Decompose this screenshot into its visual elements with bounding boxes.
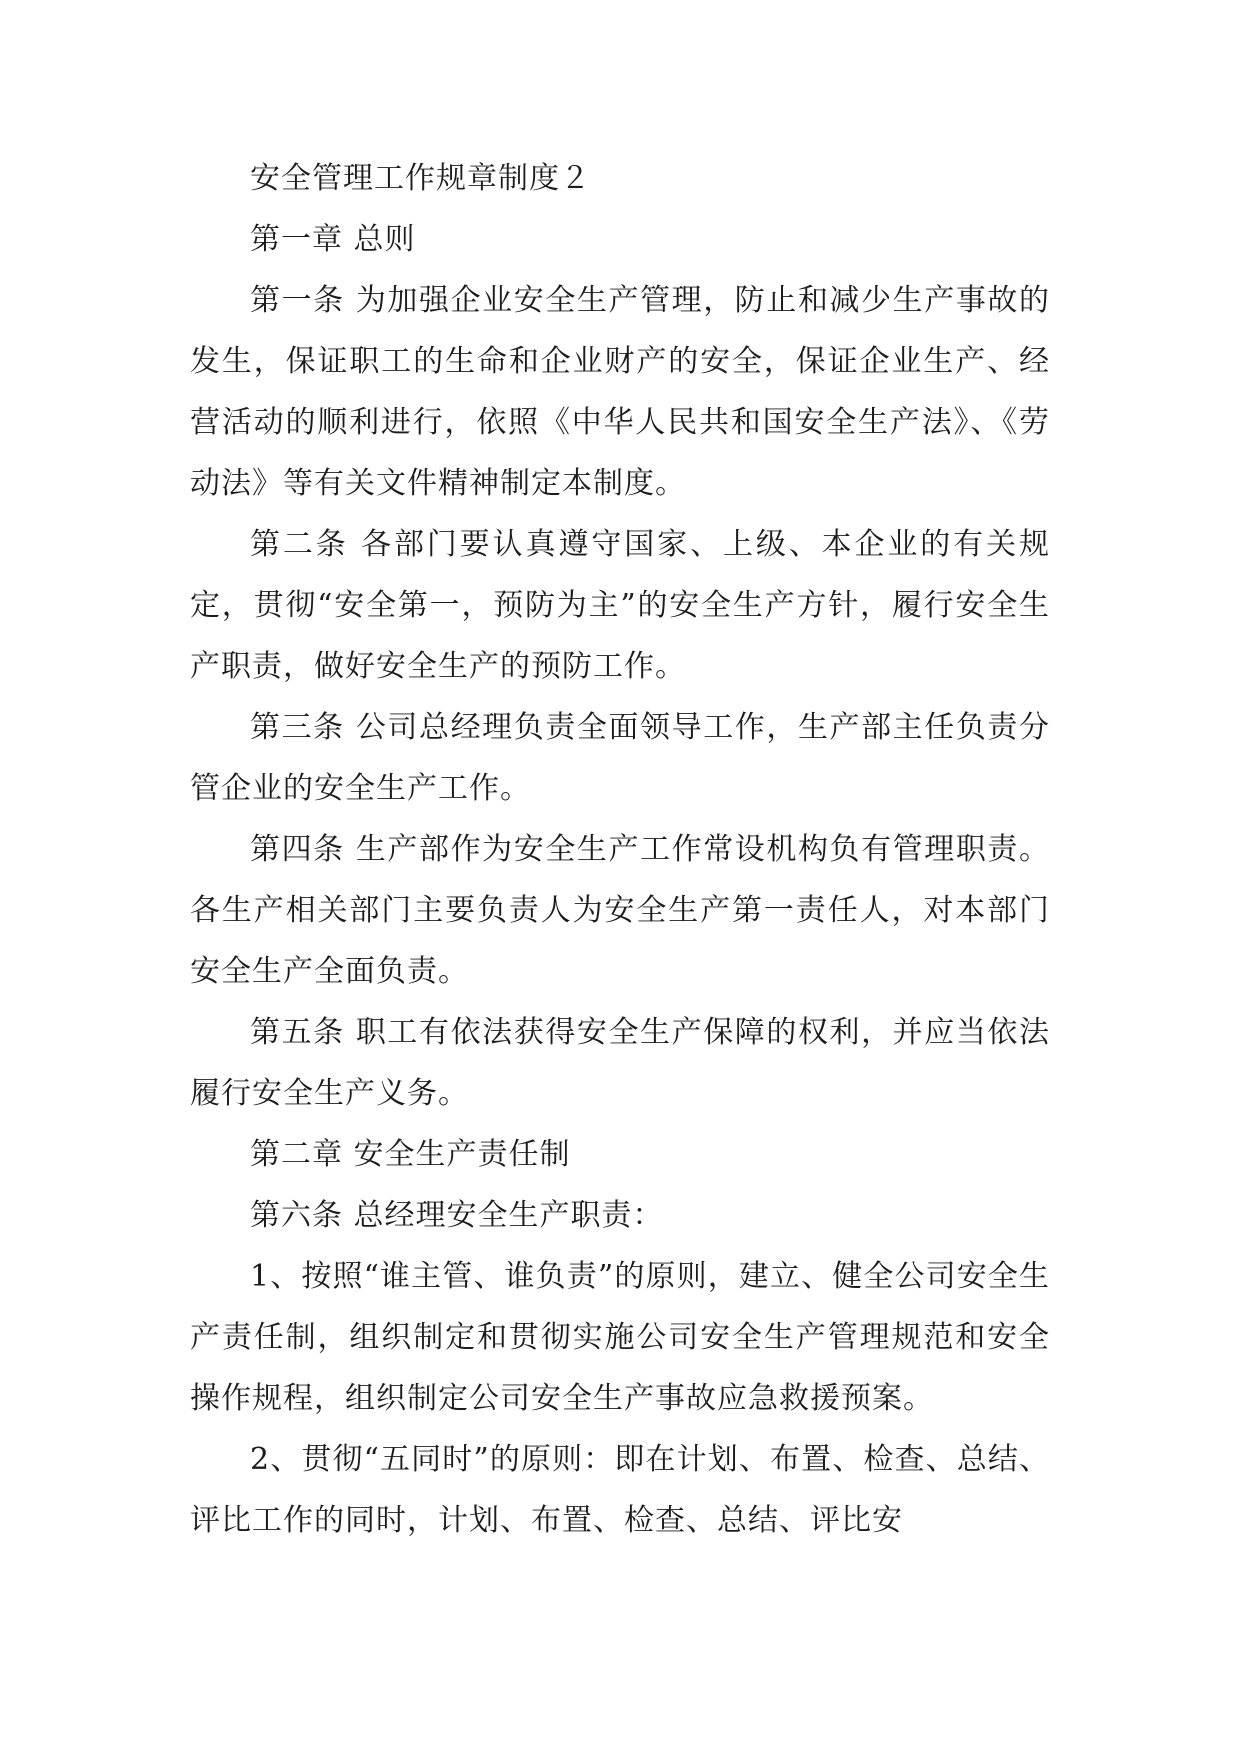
- article-6: 第六条 总经理安全生产职责：: [250, 1198, 664, 1233]
- article-6-item-2: 2、贯彻“五同时”的原则：即在计划、布置、检查、总结、评比工作的同时，计划、布置、检查、总结、评比安: [190, 1442, 1050, 1538]
- article-6-item-1: 1、按照“谁主管、谁负责”的原则，建立、健全公司安全生产责任制，组织制定和贯彻实施公司安全生产管理规范和安全操作规程，组织制定公司安全生产事故应急救援预案。: [190, 1259, 1050, 1416]
- article-3: 第三条 公司总经理负责全面领导工作，生产部主任负责分管企业的安全生产工作。: [190, 710, 1050, 806]
- document-title: 安全管理工作规章制度２: [250, 161, 591, 196]
- article-5: 第五条 职工有依法获得安全生产保障的权利，并应当依法履行安全生产义务。: [190, 1015, 1050, 1111]
- article-1: 第一条 为加强企业安全生产管理，防止和减少生产事故的发生，保证职工的生命和企业财产的安全，保证企业生产、经营活动的顺利进行，依照《中华人民共和国安全生产法》、《劳动法》等有关文件精神制定本制度。: [190, 283, 1050, 501]
- article-4: 第四条 生产部作为安全生产工作常设机构负有管理职责。各生产相关部门主要负责人为安全生产第一责任人，对本部门安全生产全面负责。: [190, 832, 1050, 989]
- article-2: 第二条 各部门要认真遵守国家、上级、本企业的有关规定，贯彻“安全第一，预防为主”的安全生产方针，履行安全生产职责，做好安全生产的预防工作。: [190, 527, 1050, 684]
- chapter-2-heading: 第二章 安全生产责任制: [250, 1137, 571, 1172]
- chapter-1-heading: 第一章 总则: [250, 222, 416, 257]
- document-body: [190, 148, 1050, 1551]
